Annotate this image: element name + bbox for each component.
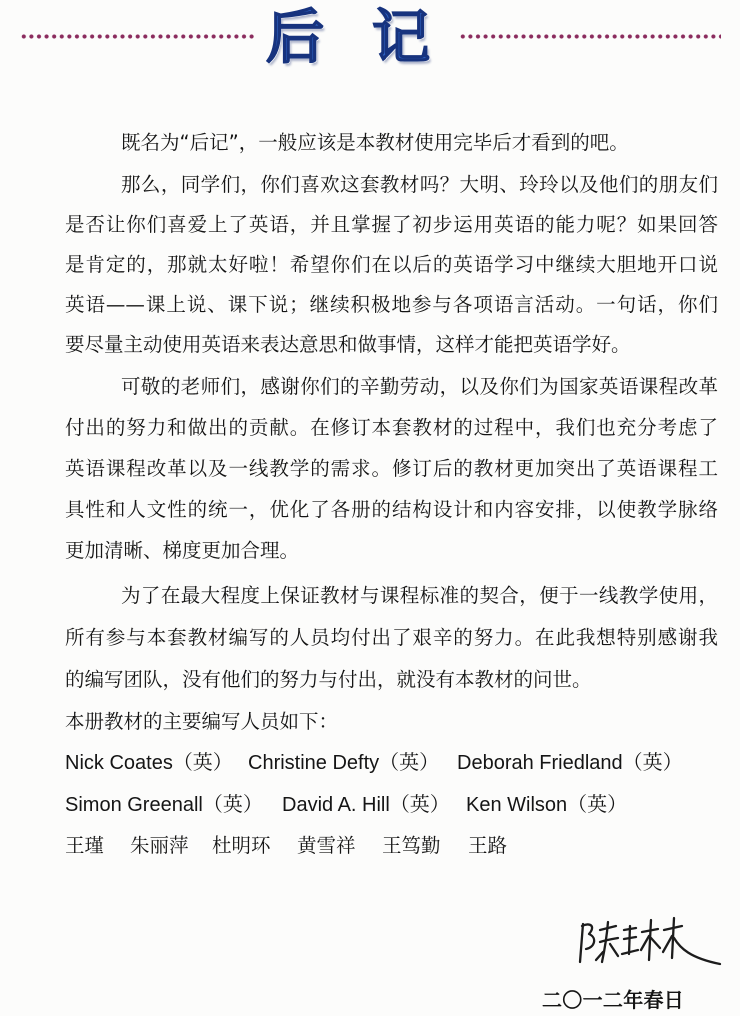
author-name: Christine Defty（英） [248,752,440,774]
paragraph-line: 英语——课上说、课下说；继续积极地参与各项语言活动。一句话，你们 [65,293,718,316]
page-title-char-1: 后 [266,3,325,71]
title-dotted-rule-right [459,33,721,40]
paragraph-line: 的编写团队，没有他们的努力与付出，就没有本教材的问世。 [65,668,592,691]
signature-strokes [580,918,720,964]
paragraph-line: 可敬的老师们，感谢你们的辛勤劳动，以及你们为国家英语课程改革 [121,375,718,398]
title-dotted-rule-left [20,33,256,40]
paragraph-3 [65,366,718,571]
author-name: 杜明环 [212,834,271,857]
paragraph-line: 既名为“后记”，一般应该是本教材使用完毕后才看到的吧。 [121,131,629,154]
paragraph-line: 更加清晰、梯度更加合理。 [65,539,300,562]
closing-date: 二〇一二年春日 [542,988,685,1012]
paragraph-line: 付出的努力和做出的贡献。在修订本套教材的过程中，我们也充分考虑了 [65,416,718,439]
paragraph-line: 具性和人文性的统一，优化了各册的结构设计和内容安排，以使教学脉络 [65,498,718,521]
paragraph-line: 英语课程改革以及一线教学的需求。修订后的教材更加突出了英语课程工 [65,457,718,480]
author-name: Simon Greenall（英） [65,794,263,816]
author-name: 王笃勤 [382,834,441,857]
author-name: 黄雪祥 [297,834,356,857]
author-name: 王路 [468,834,508,857]
paragraph-line: 那么，同学们，你们喜欢这套教材吗？大明、玲玲以及他们的朋友们 [121,173,718,196]
authors-intro [65,701,718,743]
author-name: David A. Hill（英） [282,794,450,816]
author-name: 朱丽萍 [130,834,189,857]
paragraph-line: 要尽量主动使用英语来表达意思和做事情，这样才能把英语学好。 [65,333,631,356]
paragraph-line: 本册教材的主要编写人员如下： [65,710,339,733]
paragraph-line: 是肯定的，那就太好啦！希望你们在以后的英语学习中继续大胆地开口说 [65,253,718,276]
author-name: 王瑾 [65,834,105,857]
paragraph-line: 是否让你们喜爱上了英语，并且掌握了初步运用英语的能力呢？如果回答 [65,213,718,236]
paragraph-1 [65,122,718,163]
page-title-char-2: 记 [372,3,431,71]
author-name: Deborah Friedland（英） [457,752,683,774]
paragraph-line: 所有参与本套教材编写的人员均付出了艰辛的努力。在此我想特别感谢我 [65,626,718,649]
author-name: Nick Coates（英） [65,752,233,774]
paragraph-4 [65,575,718,701]
author-name: Ken Wilson（英） [466,794,628,816]
paragraph-2 [65,165,718,365]
handwritten-signature [572,912,722,974]
paragraph-line: 为了在最大程度上保证教材与课程标准的契合，便于一线教学使用， [121,584,718,607]
